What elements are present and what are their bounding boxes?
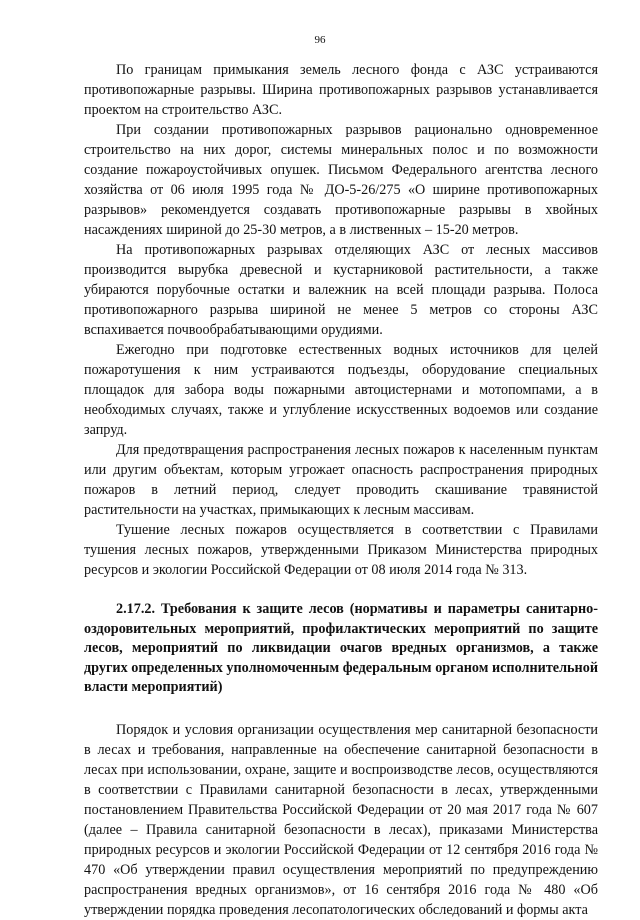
- page-number: 96: [314, 34, 326, 46]
- page-body: [84, 60, 598, 920]
- paragraph-firebreaks-clearing: На противопожарных разрывах отделяющих АЗС от лесных массивов производится вырубка древесной и кустарниковой растительности, а также убираются порубочные остатки и валежник на всей площади разрыва. Полоса противопожарного разрыва шириной не менее 5 метров со стороны АЗС вспахивается почвообрабатывающими орудиями.: [84, 242, 598, 338]
- paragraph-firebreaks-construction: При создании противопожарных разрывов рационально одновременное строительство на них дорог, системы минеральных полос и по возможности создание пожароустойчивых опушек. Письмом Федерального агентства лесного хозяйства от 06 июля 1995 года № ДО-5-26/275 «О ширине противопожарных разрывов» рекомендуется создавать противопожарные разрывы в хвойных насаждениях шириной до 25-30 метров, а в лиственных – 15-20 метров.: [84, 122, 598, 238]
- paragraph-firebreaks-borders: По границам примыкания земель лесного фонда с АЗС устраиваются противопожарные разрывы. Ширина противопожарных разрывов устанавливается проектом на строительство АЗС.: [84, 62, 598, 118]
- paragraph-sanitary-safety: Порядок и условия организации осуществления мер санитарной безопасности в лесах и требования, направленные на обеспечение санитарной безопасности в лесах при использовании, охране, защите и воспроизводстве лесов, осуществляются в соответствии с Правилами санитарной безопасности в лесах, утвержденными постановлением Правительства Российской Федерации от 20 мая 2017 года № 607 (далее – Правила санитарной безопасности в лесах), приказами Министерства природных ресурсов и экологии Российской Федерации от 12 сентября 2016 года № 470 «Об утверждении правил осуществления мероприятий по предупреждению распространения вредных организмов», от 16 сентября 2016 года № 480 «Об утверждении порядка проведения лесопатологических обследований и формы акта: [84, 721, 598, 918]
- paragraph-fire-prevention: Для предотвращения распространения лесных пожаров к населенным пунктам или другим объектам, которым угрожает опасность распространения природных пожаров в летний период, следует проводить скашивание травянистой растительности на участках, примыкающих к лесным массивам.: [84, 442, 598, 518]
- section-heading: 2.17.2. Требования к защите лесов (нормативы и параметры санитарно-оздоровительных мероприятий, профилактических мероприятий по защите лесов, мероприятий по ликвидации очагов вредных организмов, а также других определенных уполномоченным федеральным органом исполнительной власти мероприятий): [84, 601, 598, 695]
- paragraph-fire-suppression: Тушение лесных пожаров осуществляется в соответствии с Правилами тушения лесных пожаров, утвержденными Приказом Министерства природных ресурсов и экологии Российской Федерации от 08 июля 2014 года № 313.: [84, 522, 598, 578]
- paragraph-water-sources: Ежегодно при подготовке естественных водных источников для целей пожаротушения к ним устраиваются подъезды, оборудование специальных площадок для забора воды пожарными автоцистернами и мотопомпами, а в необходимых случаях, также и углубление искусственных водоемов или создание запруд.: [84, 342, 598, 438]
